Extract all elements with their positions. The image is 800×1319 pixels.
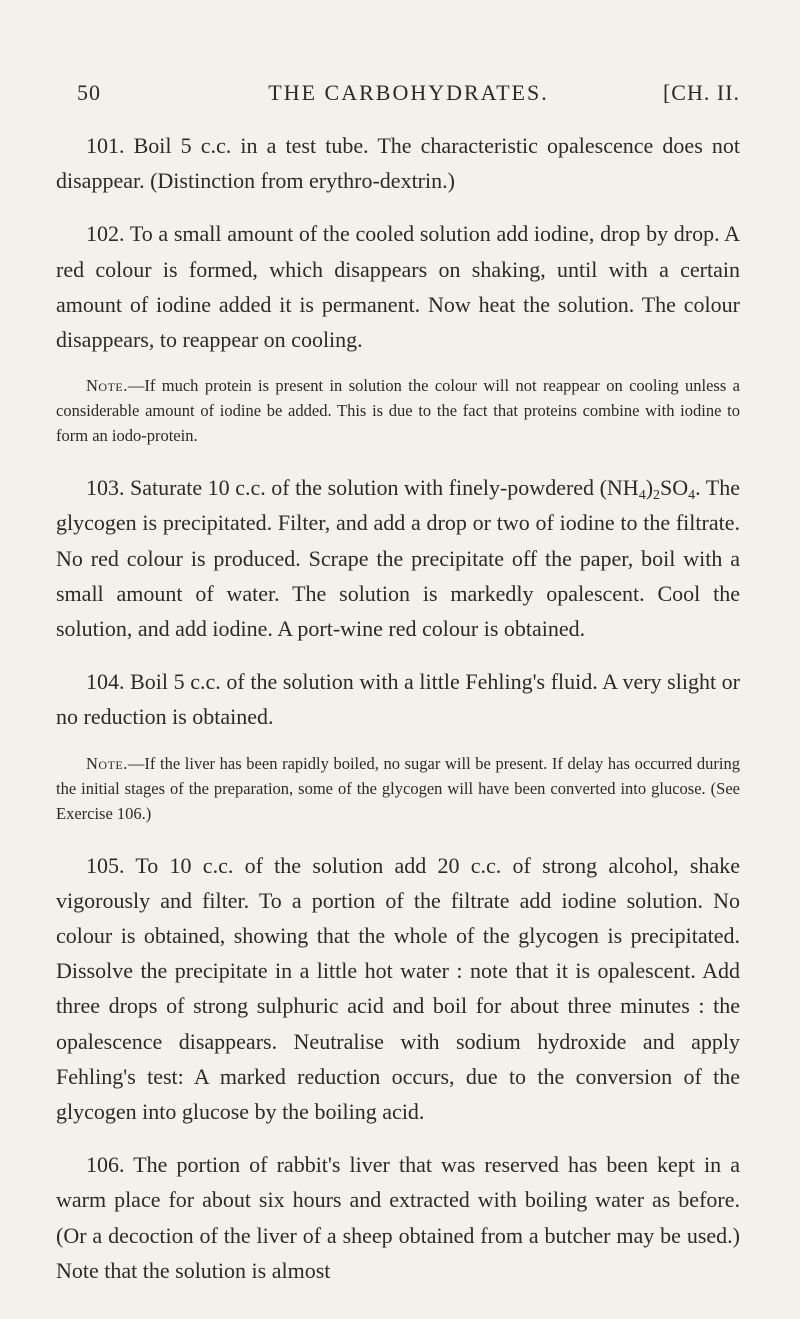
exercise-text: Boil 5 c.c. of the solution with a little Fehling's fluid. A very slight or no reduction is obtained. <box>56 669 741 730</box>
note-label: Note. <box>86 753 128 773</box>
exercise-text-before: Saturate 10 c.c. of the solution with finely-powdered (NH <box>130 475 639 501</box>
exercise-number: 101. <box>86 133 125 158</box>
subscript-4: 4 <box>638 488 646 504</box>
exercise-text-mid2: SO <box>660 475 689 501</box>
exercise-text: To 10 c.c. of the solution add 20 c.c. of strong alcohol, shake vigorously and filter. To a portion of the filtrate add iodine solution. No colour is obtained, showing that the whole of the glycogen is precipitated. Dissolve the precipitate in a little hot water : note that it is opalescent. Add three drops of strong sulphuric acid and boil for about three minutes : the opalescence disappears. Neutralise with sodium hydroxide and apply Fehling's test: A marked reduction occurs, due to the conversion of the glycogen into glucose by the boiling acid. <box>56 852 741 1125</box>
exercise-104 <box>56 664 740 734</box>
note-label: Note. <box>86 376 128 396</box>
exercise-number: 103. <box>86 475 125 501</box>
exercise-101 <box>56 128 740 198</box>
page-number: 50 <box>77 80 101 105</box>
note-liver-sugar <box>56 751 740 826</box>
exercise-number: 105. <box>86 852 125 878</box>
page-body <box>56 128 740 1306</box>
page-header <box>77 80 740 110</box>
exercise-text-mid: ) <box>645 475 654 501</box>
exercise-text: Boil 5 c.c. in a test tube. The characteristic opalescence does not disappear. (Distinction from erythro-dextrin.) <box>56 133 740 194</box>
exercise-number: 104. <box>86 669 125 695</box>
exercise-102 <box>56 216 740 357</box>
subscript-4b: 4 <box>688 488 696 504</box>
exercise-number: 106. <box>86 1152 125 1178</box>
note-protein-iodine <box>56 373 740 448</box>
exercise-number: 102. <box>86 221 125 247</box>
running-title: THE CARBOHYDRATES. <box>268 80 549 105</box>
exercise-text: To a small amount of the cooled solution add iodine, drop by drop. A red colour is formed, which disappears on shaking, until with a certain amount of iodine added it is permanent. Now heat the solution. The colour disappears, to reappear on cooling. <box>56 221 740 353</box>
exercise-text: The portion of rabbit's liver that was reserved has been kept in a warm place for about six hours and extracted with boiling water as before. (Or a decoction of the liver of a sheep obtained from a butcher may be used.) Note that the solution is almost <box>56 1152 741 1283</box>
note-text: —If much protein is present in solution the colour will not reappear on cooling unless a considerable amount of iodine be added. This is due to the fact that proteins combine with iodine to form an iodo-protein. <box>56 376 740 446</box>
exercise-text-after: . The glycogen is precipitated. Filter, and add a drop or two of iodine to the filtrate. No red colour is produced. Scrape the precipitate off the paper, boil with a small amount of water. The solution is markedly opalescent. Cool the solution, and add iodine. A port-wine red colour is obtained. <box>56 475 741 642</box>
exercise-103 <box>56 470 740 646</box>
note-text: —If the liver has been rapidly boiled, no sugar will be present. If delay has occurred during the initial stages of the preparation, some of the glycogen will have been converted into glucose. (See Exercise 106.) <box>56 753 740 823</box>
exercise-106 <box>56 1147 740 1288</box>
subscript-2: 2 <box>653 488 661 504</box>
exercise-105 <box>56 848 740 1130</box>
chapter-label: [CH. II. <box>662 80 740 105</box>
